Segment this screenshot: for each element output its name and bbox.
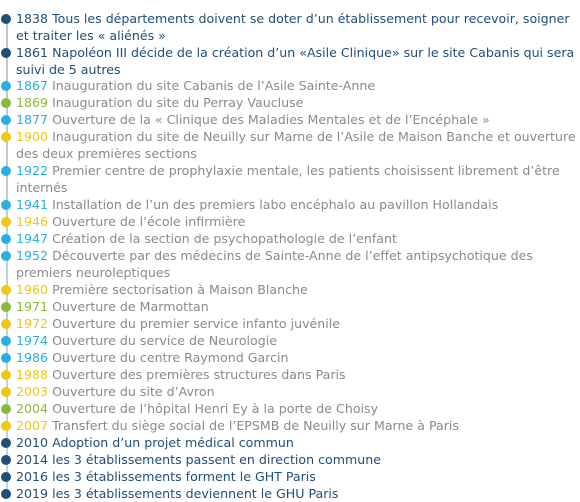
timeline-description: Ouverture du premier service infanto juvénile (52, 316, 341, 331)
timeline-dot-icon (1, 472, 11, 482)
timeline-event (0, 162, 580, 196)
timeline-event-text (16, 485, 576, 502)
timeline-description: les 3 établissements forment le GHT Paris (52, 469, 316, 484)
timeline-description: Ouverture du site d’Avron (52, 384, 215, 399)
timeline-description: Ouverture des premières structures dans Paris (52, 367, 346, 382)
timeline-year: 1972 (16, 316, 49, 331)
timeline-event (0, 485, 580, 502)
timeline-dot-icon (1, 370, 11, 380)
timeline-year: 1971 (16, 299, 49, 314)
timeline-event-text (16, 366, 576, 383)
timeline-year: 2014 (16, 452, 49, 467)
timeline-dot-icon (1, 489, 11, 499)
timeline-dot-icon (1, 387, 11, 397)
timeline-description: Première sectorisation à Maison Blanche (52, 282, 308, 297)
timeline-description: Adoption d’un projet médical commun (52, 435, 294, 450)
timeline-event (0, 213, 580, 230)
timeline-year: 1952 (16, 248, 49, 263)
timeline-event (0, 10, 580, 44)
timeline-event (0, 383, 580, 400)
timeline-description: Inauguration du site de Neuilly sur Marne de l’Asile de Maison Banche et ouverture des deux premières sections (16, 129, 576, 161)
timeline-dot-icon (1, 285, 11, 295)
timeline-year: 2007 (16, 418, 49, 433)
timeline-dot-icon (1, 132, 11, 142)
timeline-event (0, 315, 580, 332)
timeline-event (0, 281, 580, 298)
timeline-event-text (16, 230, 576, 247)
timeline-event-text (16, 111, 576, 128)
timeline-description: Découverte par des médecins de Sainte-Anne de l’effet antipsychotique des premiers neuroleptiques (16, 248, 533, 280)
timeline-event (0, 417, 580, 434)
timeline-year: 1988 (16, 367, 49, 382)
timeline-year: 2016 (16, 469, 49, 484)
timeline-description: Ouverture de Marmottan (52, 299, 209, 314)
timeline-event-text (16, 417, 576, 434)
timeline-dot-icon (1, 98, 11, 108)
timeline-dot-icon (1, 166, 11, 176)
timeline-year: 2004 (16, 401, 49, 416)
timeline-event-text (16, 298, 576, 315)
timeline-event (0, 298, 580, 315)
timeline-description: les 3 établissements passent en direction commune (52, 452, 381, 467)
timeline-event-text (16, 44, 576, 78)
timeline-dot-icon (1, 421, 11, 431)
timeline-year: 1867 (16, 78, 49, 93)
timeline-year: 1986 (16, 350, 49, 365)
timeline-dot-icon (1, 438, 11, 448)
timeline-year: 1877 (16, 112, 49, 127)
timeline-dot-icon (1, 302, 11, 312)
timeline-year: 1941 (16, 197, 49, 212)
timeline-event (0, 247, 580, 281)
timeline-event (0, 400, 580, 417)
timeline-event (0, 94, 580, 111)
timeline-event-text (16, 162, 576, 196)
timeline-dot-icon (1, 81, 11, 91)
timeline-description: Inauguration du site du Perray Vaucluse (52, 95, 304, 110)
timeline-year: 2003 (16, 384, 49, 399)
timeline-event-text (16, 468, 576, 485)
timeline-dot-icon (1, 115, 11, 125)
timeline-event (0, 111, 580, 128)
timeline-year: 1974 (16, 333, 49, 348)
timeline-event-text (16, 128, 576, 162)
timeline-event-text (16, 94, 576, 111)
timeline-description: Ouverture de la « Clinique des Maladies Mentales et de l’Encéphale » (52, 112, 490, 127)
timeline-event (0, 349, 580, 366)
timeline-event (0, 468, 580, 485)
timeline-description: les 3 établissements deviennent le GHU Paris (52, 486, 339, 501)
timeline-description: Napoléon III décide de la création d’un «Asile Clinique» sur le site Cabanis qui sera suivi de 5 autres (16, 45, 575, 77)
timeline-description: Ouverture du service de Neurologie (52, 333, 277, 348)
timeline-dot-icon (1, 319, 11, 329)
timeline-event (0, 332, 580, 349)
timeline-event-text (16, 281, 576, 298)
timeline-dot-icon (1, 200, 11, 210)
timeline-description: Inauguration du site Cabanis de l’Asile Sainte-Anne (52, 78, 376, 93)
timeline-description: Transfert du siège social de l’EPSMB de Neuilly sur Marne à Paris (52, 418, 459, 433)
timeline-event-text (16, 383, 576, 400)
timeline-dot-icon (1, 353, 11, 363)
timeline-description: Ouverture de l’école infirmière (52, 214, 246, 229)
timeline-description: Ouverture du centre Raymond Garcin (52, 350, 289, 365)
timeline-dot-icon (1, 455, 11, 465)
timeline-description: Tous les départements doivent se doter d’un établissement pour recevoir, soigner et traiter les « aliénés » (16, 11, 570, 43)
timeline-dot-icon (1, 14, 11, 24)
timeline-year: 1838 (16, 11, 49, 26)
timeline-year: 1869 (16, 95, 49, 110)
timeline-year: 1900 (16, 129, 49, 144)
timeline-event-text (16, 451, 576, 468)
timeline-event-text (16, 10, 576, 44)
timeline-year: 1960 (16, 282, 49, 297)
timeline-year: 2019 (16, 486, 49, 501)
timeline-event-text (16, 349, 576, 366)
timeline-year: 1946 (16, 214, 49, 229)
timeline-event-text (16, 315, 576, 332)
timeline-event (0, 230, 580, 247)
timeline-event (0, 77, 580, 94)
timeline-dot-icon (1, 404, 11, 414)
timeline-year: 2010 (16, 435, 49, 450)
timeline-event-text (16, 196, 576, 213)
timeline-year: 1947 (16, 231, 49, 246)
timeline-dot-icon (1, 336, 11, 346)
timeline-event-text (16, 332, 576, 349)
timeline-event (0, 44, 580, 78)
timeline-dot-icon (1, 234, 11, 244)
timeline-event-text (16, 77, 576, 94)
timeline-event-text (16, 213, 576, 230)
timeline-dot-icon (1, 217, 11, 227)
timeline-event (0, 196, 580, 213)
timeline-description: Création de la section de psychopathologie de l’enfant (52, 231, 397, 246)
timeline-description: Ouverture de l’hôpital Henri Ey à la porte de Choisy (52, 401, 379, 416)
timeline-dot-icon (1, 251, 11, 261)
timeline-event (0, 451, 580, 468)
timeline-event (0, 366, 580, 383)
timeline-description: Installation de l’un des premiers labo encéphalo au pavillon Hollandais (52, 197, 499, 212)
timeline-event-text (16, 400, 576, 417)
timeline-event-text (16, 434, 576, 451)
timeline-event (0, 434, 580, 451)
timeline-year: 1861 (16, 45, 49, 60)
timeline-event (0, 128, 580, 162)
timeline-year: 1922 (16, 163, 49, 178)
timeline-description: Premier centre de prophylaxie mentale, les patients choisissent librement d’être internés (16, 163, 560, 195)
timeline-event-text (16, 247, 576, 281)
timeline-dot-icon (1, 48, 11, 58)
